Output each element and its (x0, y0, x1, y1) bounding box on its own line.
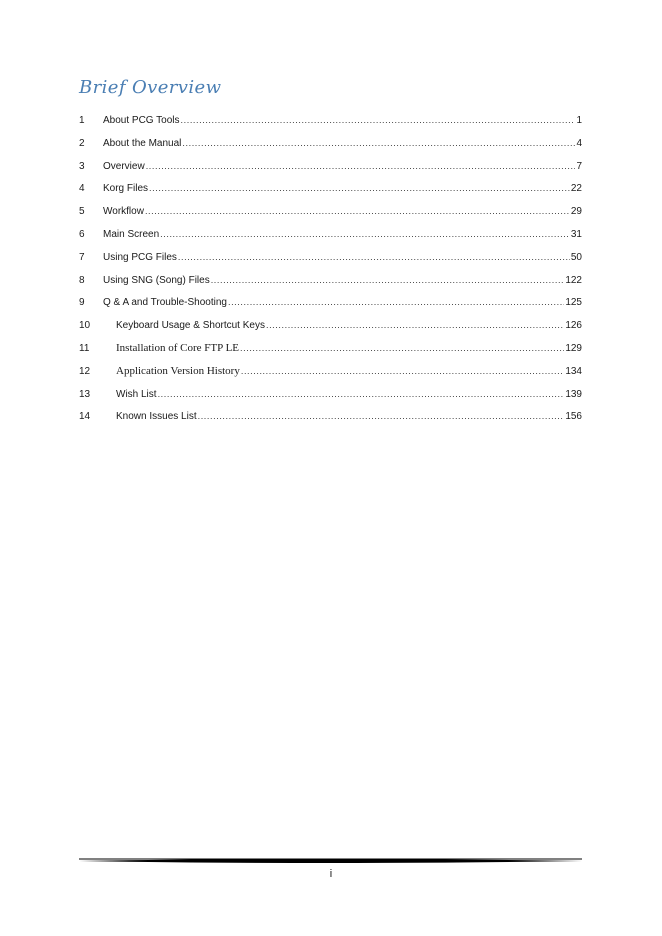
toc-entry-title[interactable]: About the Manual (103, 137, 182, 149)
toc-entry[interactable] (79, 318, 582, 341)
toc-entry-title[interactable]: About PCG Tools (103, 115, 180, 126)
toc-entry-title[interactable]: Application Version History (116, 364, 240, 377)
toc-entry-title[interactable]: Q & A and Trouble-Shooting (103, 297, 227, 309)
toc-dot-leader (158, 387, 565, 401)
toc-entry-page[interactable]: 31 (570, 228, 582, 240)
table-of-contents (79, 113, 582, 432)
toc-entry-number: 5 (79, 206, 85, 218)
toc-entry[interactable] (79, 295, 582, 318)
toc-entry-page[interactable]: 129 (565, 342, 582, 354)
toc-entry[interactable] (79, 181, 582, 204)
toc-dot-leader (160, 227, 570, 241)
toc-entry-title[interactable]: Korg Files (103, 183, 149, 195)
toc-entry[interactable] (79, 409, 582, 432)
toc-dot-leader (178, 250, 570, 264)
toc-entry-title[interactable]: Main Screen (103, 228, 160, 240)
toc-dot-leader (241, 364, 564, 378)
footer-divider (79, 858, 582, 864)
toc-dot-leader (211, 273, 565, 287)
toc-entry[interactable] (79, 227, 582, 250)
toc-entry-number: 2 (79, 137, 85, 149)
toc-entry-number: 7 (79, 251, 85, 263)
toc-entry[interactable] (79, 273, 582, 296)
toc-entry-page[interactable]: 139 (565, 388, 582, 400)
toc-entry[interactable] (79, 159, 582, 182)
toc-dot-leader (145, 204, 570, 218)
toc-entry-title[interactable]: Overview (103, 160, 145, 172)
toc-entry-page[interactable]: 1 (576, 115, 582, 126)
toc-entry-page[interactable]: 126 (565, 320, 582, 332)
toc-entry-title[interactable]: Known Issues List (116, 411, 197, 423)
toc-entry-number: 11 (79, 342, 90, 354)
toc-entry-number: 8 (79, 274, 85, 286)
toc-entry-page[interactable]: 50 (570, 251, 582, 263)
toc-dot-leader (182, 136, 575, 150)
toc-entry-number: 10 (79, 320, 91, 332)
toc-entry-page[interactable]: 7 (576, 160, 582, 172)
toc-entry[interactable] (79, 387, 582, 410)
toc-entry-title[interactable]: Workflow (103, 206, 144, 218)
toc-entry[interactable] (79, 136, 582, 159)
toc-entry[interactable] (79, 113, 582, 136)
toc-dot-leader (181, 113, 576, 127)
page-heading: Brief Overview (79, 77, 222, 98)
toc-entry-number: 6 (79, 228, 85, 240)
toc-entry-page[interactable]: 134 (565, 365, 582, 377)
toc-entry[interactable] (79, 341, 582, 364)
toc-entry-title[interactable]: Keyboard Usage & Shortcut Keys (116, 320, 265, 332)
toc-entry-page[interactable]: 156 (565, 411, 582, 423)
toc-entry-page[interactable]: 4 (576, 137, 582, 149)
toc-entry-title[interactable]: Installation of Core FTP LE (116, 341, 240, 354)
toc-entry[interactable] (79, 204, 582, 227)
toc-entry-title[interactable]: Using SNG (Song) Files (103, 274, 210, 286)
toc-dot-leader (266, 318, 564, 332)
toc-entry-page[interactable]: 122 (565, 274, 582, 286)
footer-page-number: i (329, 868, 333, 880)
toc-entry-number: 13 (79, 388, 91, 400)
toc-entry-number: 12 (79, 365, 91, 377)
toc-entry-page[interactable]: 125 (565, 297, 582, 309)
toc-dot-leader (228, 295, 564, 309)
toc-entry-title[interactable]: Wish List (116, 388, 157, 400)
toc-entry[interactable] (79, 250, 582, 273)
toc-entry[interactable] (79, 364, 582, 387)
toc-entry-title[interactable]: Using PCG Files (103, 251, 177, 263)
toc-entry-number: 9 (79, 297, 85, 309)
toc-entry-page[interactable]: 29 (570, 206, 582, 218)
toc-dot-leader (146, 159, 576, 173)
toc-entry-number: 3 (79, 160, 85, 172)
toc-entry-number: 4 (79, 183, 85, 195)
toc-entry-page[interactable]: 22 (570, 183, 582, 195)
toc-entry-number: 1 (79, 115, 85, 126)
toc-dot-leader (198, 409, 565, 423)
toc-dot-leader (149, 181, 570, 195)
toc-entry-number: 14 (79, 411, 91, 423)
toc-dot-leader (240, 341, 564, 355)
